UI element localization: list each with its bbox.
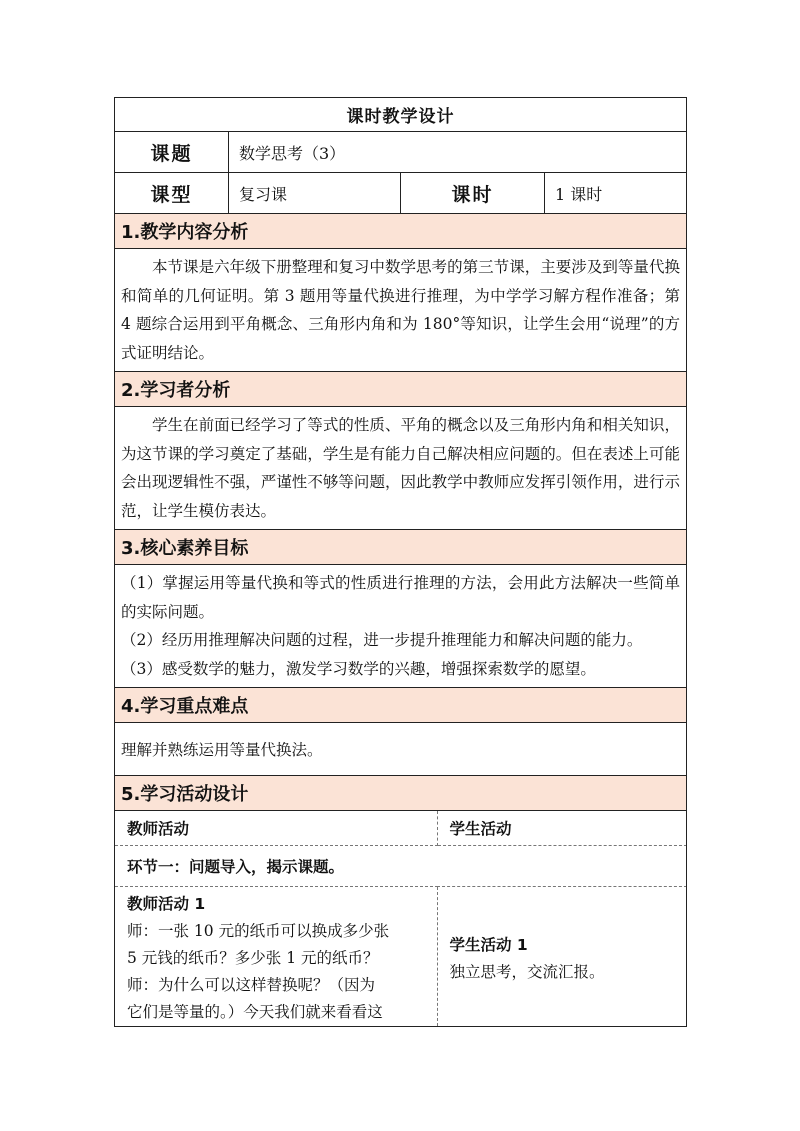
teacher-activity-1-line-3: 师：为什么可以这样替换呢？（因为 (127, 976, 376, 994)
content-analysis-text: 本节课是六年级下册整理和复习中数学思考的第三节课，主要涉及到等量代换和简单的几何证明。第 3 题用等量代换进行推理，为中学学习解方程作准备；第 4 题综合运用到平角概念、三角形内角和为 180°等知识，让学生会用“说理”的方式证明结论。 (115, 249, 687, 372)
student-activity-header: 学生活动 (437, 811, 687, 846)
key-points-text: 理解并熟练运用等量代换法。 (115, 723, 687, 776)
goal-item-2: （2）经历用推理解决问题的过程，进一步提升推理能力和解决问题的能力。 (121, 631, 643, 649)
lesson-plan-sheet (114, 97, 686, 1027)
teacher-activity-1 (115, 887, 437, 1027)
topic-label: 课题 (115, 132, 229, 173)
topic-value: 数学思考（3） (229, 132, 687, 173)
goal-item-3: （3）感受数学的魅力，激发学习数学的兴趣，增强探索数学的愿望。 (121, 659, 596, 678)
student-activity-1-text: 独立思考，交流汇报。 (449, 962, 605, 981)
section-heading-key-points: 4.学习重点难点 (115, 688, 687, 723)
teacher-activity-header: 教师活动 (115, 811, 437, 846)
section-heading-learner-analysis: 2.学习者分析 (115, 372, 687, 407)
student-activity-1-title: 学生活动 1 (449, 935, 528, 954)
period-label: 课时 (401, 173, 545, 214)
learner-analysis-text: 学生在前面已经学习了等式的性质、平角的概念以及三角形内角和相关知识，为这节课的学习奠定了基础，学生是有能力自己解决相应问题的。但在表述上可能会出现逻辑性不强，严谨性不够等问题，因此教学中教师应发挥引领作用，进行示范，让学生模仿表达。 (115, 407, 687, 530)
document-title: 课时教学设计 (115, 98, 687, 132)
section-heading-core-goals: 3.核心素养目标 (115, 530, 687, 565)
teacher-activity-1-line-1: 师：一张 10 元的纸币可以换成多少张 (127, 922, 390, 940)
type-label: 课型 (115, 173, 229, 214)
core-goals-list (115, 565, 687, 688)
teacher-activity-1-line-2: 5 元钱的纸币？多少张 1 元的纸币？ (127, 949, 379, 967)
period-value: 1 课时 (545, 173, 687, 214)
lesson-plan-table (114, 97, 687, 1027)
student-activity-1 (437, 887, 687, 1027)
section-heading-activities: 5.学习活动设计 (115, 776, 687, 811)
teacher-activity-1-title: 教师活动 1 (127, 895, 206, 913)
activities-table (115, 811, 687, 1026)
goal-item-1: （1）掌握运用等量代换和等式的性质进行推理的方法，会用此方法解决一些简单的实际问题。 (121, 574, 680, 621)
stage-1-title: 环节一：问题导入，揭示课题。 (115, 846, 687, 887)
section-heading-content-analysis: 1.教学内容分析 (115, 214, 687, 249)
type-value: 复习课 (229, 173, 401, 214)
activities-block (115, 811, 687, 1027)
teacher-activity-1-line-4: 它们是等量的。）今天我们就来看看这 (127, 1003, 383, 1021)
